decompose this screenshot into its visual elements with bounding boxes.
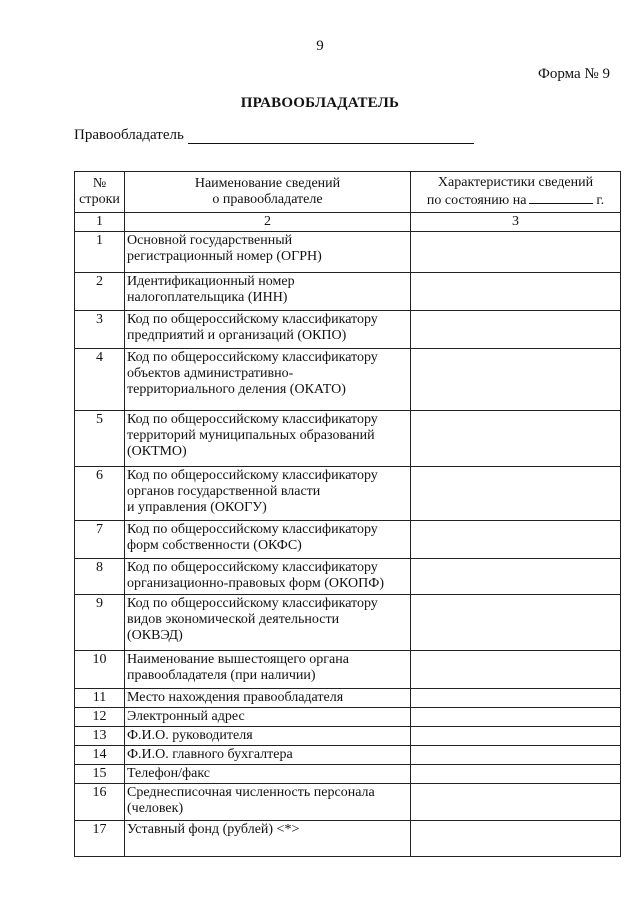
column-index-2: 2: [125, 213, 411, 232]
row-info-name: [125, 232, 411, 273]
row-info-name-line: (человек): [127, 801, 184, 816]
form-number: Форма № 9: [538, 66, 610, 82]
row-info-name-line: Код по общероссийскому классификатору: [127, 596, 378, 611]
row-number: 13: [75, 727, 125, 746]
header-name-line1: Наименование сведений: [194, 176, 341, 191]
row-info-name-line: и управления (ОКОГУ): [127, 500, 267, 515]
row-info-name: [125, 411, 411, 467]
row-characteristic-value[interactable]: [411, 311, 621, 349]
row-number: 4: [75, 349, 125, 411]
row-characteristic-value[interactable]: [411, 467, 621, 521]
row-info-name-line: правообладателя (при наличии): [127, 668, 316, 683]
header-char-line2: [413, 191, 618, 209]
page-number: 9: [316, 38, 324, 54]
row-info-name-line: Ф.И.О. руководителя: [127, 728, 253, 743]
row-characteristic-value[interactable]: [411, 559, 621, 595]
row-info-name-line: налогоплательщика (ИНН): [127, 290, 288, 305]
row-number: 8: [75, 559, 125, 595]
header-info-name: [125, 172, 411, 213]
row-info-name-line: объектов административно-: [127, 366, 294, 381]
row-info-name-line: Ф.И.О. главного бухгалтера: [127, 747, 293, 762]
table-row: [75, 784, 621, 821]
table-row: [75, 821, 621, 857]
table-row: [75, 349, 621, 411]
row-info-name-line: (ОКТМО): [127, 444, 187, 459]
row-number: 2: [75, 273, 125, 311]
row-info-name: [125, 311, 411, 349]
row-characteristic-value[interactable]: [411, 727, 621, 746]
row-info-name: [125, 467, 411, 521]
row-characteristic-value[interactable]: [411, 651, 621, 689]
row-info-name-line: Код по общероссийскому классификатору: [127, 522, 378, 537]
row-info-name-line: Наименование вышестоящего органа: [127, 652, 349, 667]
row-info-name-line: органов государственной власти: [127, 484, 321, 499]
row-info-name-line: Код по общероссийскому классификатору: [127, 468, 378, 483]
row-info-name-line: территориального деления (ОКАТО): [127, 382, 346, 397]
row-info-name: [125, 595, 411, 651]
row-info-name: [125, 521, 411, 559]
row-info-name: [125, 708, 411, 727]
row-info-name-line: Уставный фонд (рублей) <*>: [127, 822, 300, 837]
table-row: [75, 689, 621, 708]
row-characteristic-value[interactable]: [411, 273, 621, 311]
row-characteristic-value[interactable]: [411, 411, 621, 467]
row-info-name-line: видов экономической деятельности: [127, 612, 340, 627]
row-number: 6: [75, 467, 125, 521]
table-row: [75, 746, 621, 765]
row-info-name-line: организационно-правовых форм (ОКОПФ): [127, 576, 384, 591]
row-characteristic-value[interactable]: [411, 708, 621, 727]
row-info-name-line: Место нахождения правообладателя: [127, 690, 344, 705]
holder-label: Правообладатель: [74, 127, 184, 143]
row-info-name: [125, 689, 411, 708]
row-info-name-line: Код по общероссийскому классификатору: [127, 312, 378, 327]
table-row: [75, 559, 621, 595]
table-row: [75, 708, 621, 727]
row-characteristic-value[interactable]: [411, 232, 621, 273]
row-characteristic-value[interactable]: [411, 521, 621, 559]
table-row: [75, 467, 621, 521]
row-number: 11: [75, 689, 125, 708]
header-row-number: [75, 172, 125, 213]
row-number: 3: [75, 311, 125, 349]
header-char-prefix: по состоянию на: [426, 193, 527, 208]
header-num-line1: №: [92, 176, 107, 191]
table-row: [75, 765, 621, 784]
row-info-name: [125, 349, 411, 411]
table-row: [75, 232, 621, 273]
table-row: [75, 411, 621, 467]
row-characteristic-value[interactable]: [411, 746, 621, 765]
row-info-name-line: Код по общероссийскому классификатору: [127, 412, 378, 427]
table-row: [75, 595, 621, 651]
header-char-line1: Характеристики сведений: [437, 175, 594, 190]
row-info-name-line: Основной государственный: [127, 233, 293, 248]
row-info-name: [125, 559, 411, 595]
row-info-name-line: Среднесписочная численность персонала: [127, 785, 375, 800]
row-number: 10: [75, 651, 125, 689]
row-number: 14: [75, 746, 125, 765]
row-number: 7: [75, 521, 125, 559]
row-characteristic-value[interactable]: [411, 765, 621, 784]
row-info-name-line: Электронный адрес: [127, 709, 245, 724]
row-characteristic-value[interactable]: [411, 784, 621, 821]
document-title: ПРАВООБЛАДАТЕЛЬ: [240, 95, 400, 111]
row-number: 12: [75, 708, 125, 727]
header-char-suffix: г.: [596, 193, 605, 208]
row-characteristic-value[interactable]: [411, 349, 621, 411]
row-characteristic-value[interactable]: [411, 595, 621, 651]
row-info-name: [125, 765, 411, 784]
row-number: 5: [75, 411, 125, 467]
row-info-name: [125, 746, 411, 765]
row-info-name-line: Код по общероссийскому классификатору: [127, 560, 378, 575]
row-info-name-line: Код по общероссийскому классификатору: [127, 350, 378, 365]
row-info-name-line: регистрационный номер (ОГРН): [127, 249, 322, 264]
row-info-name-line: форм собственности (ОКФС): [127, 538, 302, 553]
row-info-name-line: предприятий и организаций (ОКПО): [127, 328, 347, 343]
row-number: 16: [75, 784, 125, 821]
row-info-name: [125, 651, 411, 689]
header-num-line2: строки: [79, 192, 120, 207]
rightholder-info-table: [74, 171, 621, 857]
row-number: 17: [75, 821, 125, 857]
header-name-line2: о правообладателе: [212, 192, 323, 207]
table-row: [75, 521, 621, 559]
row-info-name: [125, 273, 411, 311]
header-info-characteristics: [411, 172, 621, 213]
date-blank-line[interactable]: [529, 191, 593, 204]
row-characteristic-value[interactable]: [411, 689, 621, 708]
table-header-row: [75, 172, 621, 213]
row-info-name-line: территорий муниципальных образований: [127, 428, 375, 443]
row-info-name-line: (ОКВЭД): [127, 628, 183, 643]
row-info-name: [125, 727, 411, 746]
row-characteristic-value[interactable]: [411, 821, 621, 857]
table-row: [75, 651, 621, 689]
row-number: 15: [75, 765, 125, 784]
row-info-name-line: Идентификационный номер: [127, 274, 295, 289]
row-number: 1: [75, 232, 125, 273]
holder-field-row: [74, 127, 474, 144]
table-row: [75, 311, 621, 349]
table-body: [75, 232, 621, 857]
table-row: [75, 273, 621, 311]
column-index-1: 1: [75, 213, 125, 232]
table-row: [75, 727, 621, 746]
holder-blank-line[interactable]: [188, 129, 474, 144]
column-index-row: [75, 213, 621, 232]
row-info-name: [125, 784, 411, 821]
row-info-name: [125, 821, 411, 857]
row-number: 9: [75, 595, 125, 651]
column-index-3: 3: [411, 213, 621, 232]
row-info-name-line: Телефон/факс: [127, 766, 211, 781]
